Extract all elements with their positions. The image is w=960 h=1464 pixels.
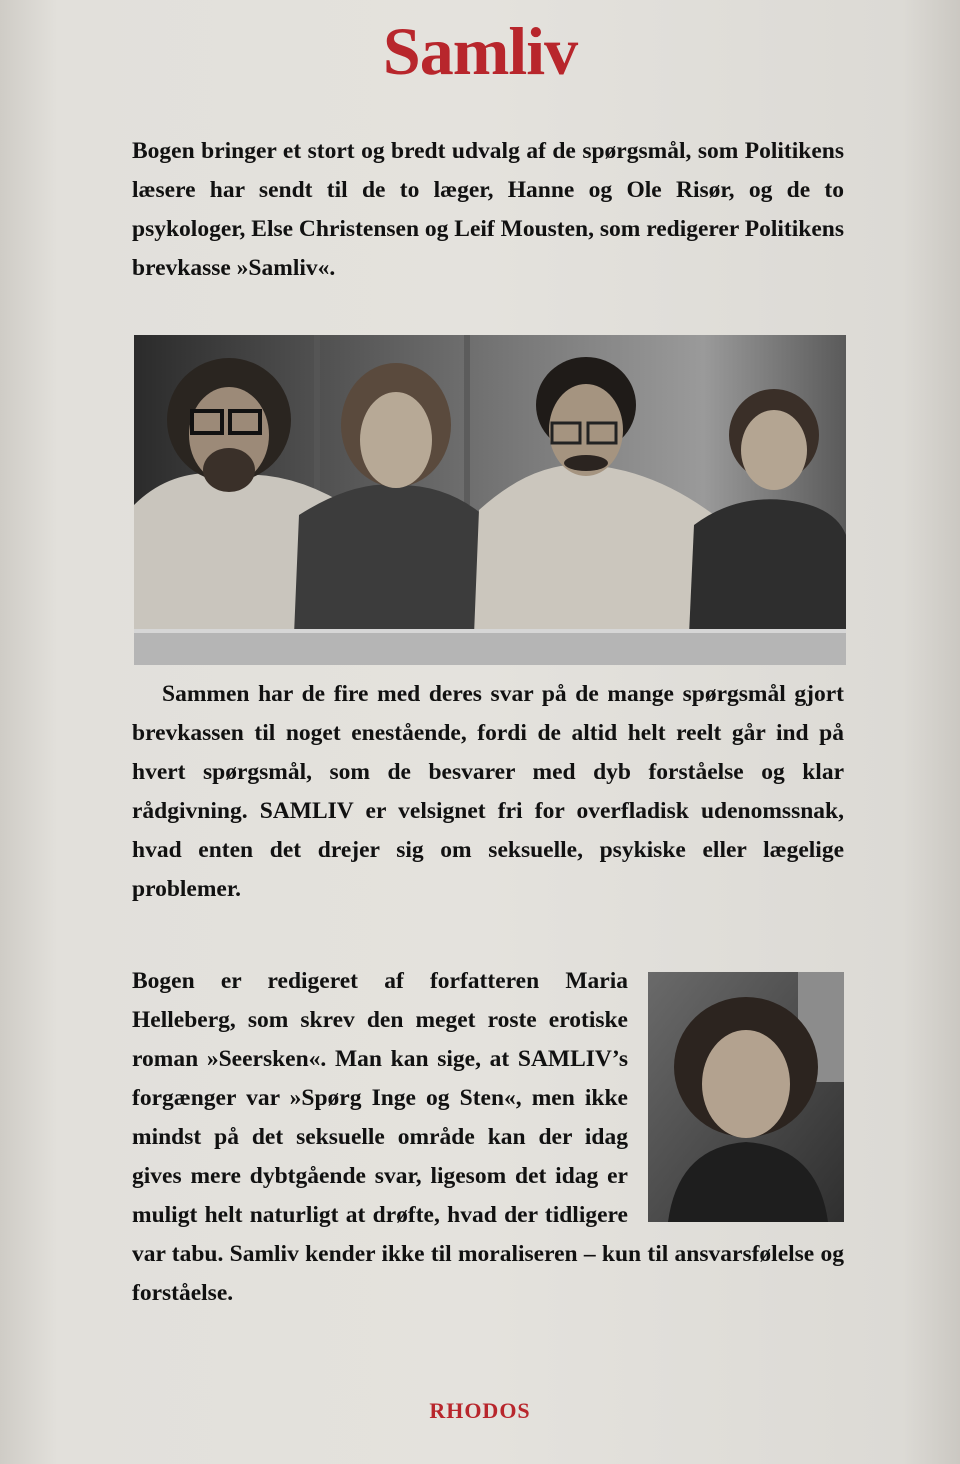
editor-portrait-image xyxy=(648,972,844,1222)
editor-paragraph-text: Bogen er redigeret af forfatteren Maria Helleberg, som skrev den meget roste erotiske roman »Seersken«. Man kan sige, at SAMLIV’s forgænger var »Spørg Inge og Sten«, men ikke mindst på det seksuelle område kan der idag gives mere dybtgående svar, ligesom det idag er muligt helt naturligt at drøfte, hvad der tidligere var tabu. Samliv kender ikke til moraliseren – kun til ansvarsfølelse og forståelse. xyxy=(132,968,844,1306)
editor-portrait xyxy=(648,972,844,1222)
intro-paragraph: Bogen bringer et stort og bredt udvalg af de spørgsmål, som Politikens læsere har sendt til de to læger, Hanne og Ole Risør, og de to psykologer, Else Christensen og Leif Mousten, som redigerer Politikens brevkasse »Samliv«. xyxy=(132,138,844,281)
description-paragraph: Sammen har de fire med deres svar på de mange spørgsmål gjort brevkassen til noget enestående, fordi de altid helt reelt går ind på hvert spørgsmål, som de besvarer med dyb forståelse og klar rådgivning. SAMLIV er velsignet fri for overfladisk udenomssnak, hvad enten det drejer sig om seksuelle, psykiske eller lægelige problemer. xyxy=(132,681,844,902)
book-title: Samliv xyxy=(382,13,578,89)
group-photo xyxy=(134,335,846,665)
editor-paragraph xyxy=(132,962,844,1313)
publisher-name: RHODOS xyxy=(429,1398,531,1423)
group-photo-image xyxy=(134,335,846,665)
